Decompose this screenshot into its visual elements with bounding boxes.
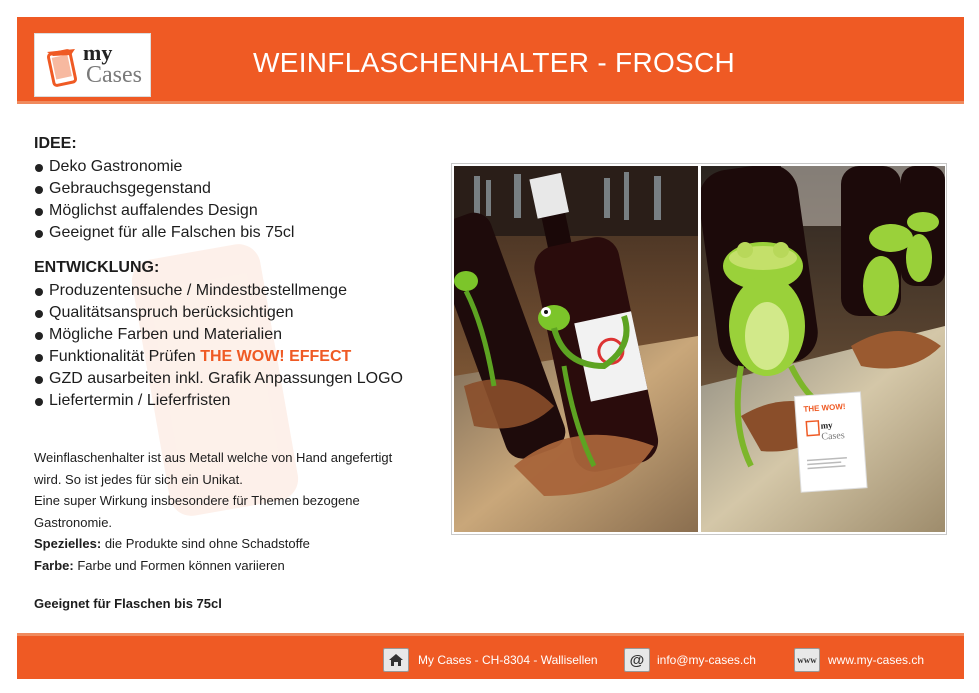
description-line: Eine super Wirkung insbesondere für Themen bezogene: [34, 493, 360, 508]
footer-bar: [17, 633, 964, 679]
footer-address: My Cases - CH-8304 - Wallisellen: [418, 653, 598, 667]
list-item: Mögliche Farben und Materialien: [34, 324, 434, 346]
product-photos: [451, 163, 947, 535]
description-line: Weinflaschenhalter ist aus Metall welche von Hand angefertigt: [34, 450, 393, 465]
section-heading-entwicklung: ENTWICKLUNG:: [34, 259, 160, 276]
description-line: wird. So ist jedes für sich ein Unikat.: [34, 471, 243, 487]
farbe-line: [34, 555, 434, 577]
wow-effect-highlight: THE WOW! EFFECT: [200, 348, 352, 365]
at-icon[interactable]: @: [624, 648, 650, 672]
footer-web[interactable]: www.my-cases.ch: [828, 653, 925, 667]
list-item-wow: [34, 346, 434, 368]
photo-frog-holder-left[interactable]: [454, 166, 698, 532]
logo[interactable]: [34, 33, 151, 97]
spezielles-text: die Produkte sind ohne Schadstoffe: [101, 536, 310, 551]
list-item: Gebrauchsgegenstand: [34, 178, 434, 200]
list-item: Geeignet für alle Falschen bis 75cl: [34, 222, 434, 244]
photo-frog-holder-right[interactable]: [701, 166, 945, 532]
footer-email[interactable]: info@my-cases.ch: [657, 653, 756, 667]
text-content: [34, 134, 434, 412]
card-wow-text: THE WOW!: [803, 401, 846, 414]
description: [34, 447, 434, 576]
entwicklung-list: [34, 280, 434, 412]
list-item: Deko Gastronomie: [34, 156, 434, 178]
header-bar: [17, 17, 964, 104]
card-cases-text: Cases: [821, 430, 846, 443]
list-item: Qualitätsanspruch berücksichtigen: [34, 302, 434, 324]
card-my-text: my: [820, 419, 833, 431]
spezielles-label: Spezielles:: [34, 536, 102, 551]
list-item-text: Funktionalität Prüfen: [49, 348, 201, 365]
list-item: GZD ausarbeiten inkl. Grafik Anpassungen LOGO: [34, 368, 434, 390]
logo-my-text: my: [83, 40, 113, 65]
logo-cases-text: Cases: [86, 62, 142, 88]
section-heading-idee: IDEE:: [34, 135, 77, 152]
spezielles-line: [34, 533, 434, 555]
idee-list: [34, 156, 434, 244]
logo-phone-icon: [45, 46, 81, 88]
farbe-text: Farbe und Formen können variieren: [73, 557, 285, 573]
list-item: Liefertermin / Lieferfristen: [34, 390, 434, 412]
list-item: Möglichst auffalendes Design: [34, 200, 434, 222]
description-line: Gastronomie.: [34, 514, 113, 530]
farbe-label: Farbe:: [34, 557, 74, 573]
list-item: Produzentensuche / Mindestbestellmenge: [34, 280, 434, 302]
closing-note: Geeignet für Flaschen bis 75cl: [34, 596, 222, 611]
www-icon[interactable]: www: [794, 648, 820, 672]
page-title: WEINFLASCHENHALTER - FROSCH: [253, 47, 736, 78]
home-icon[interactable]: [383, 648, 409, 672]
